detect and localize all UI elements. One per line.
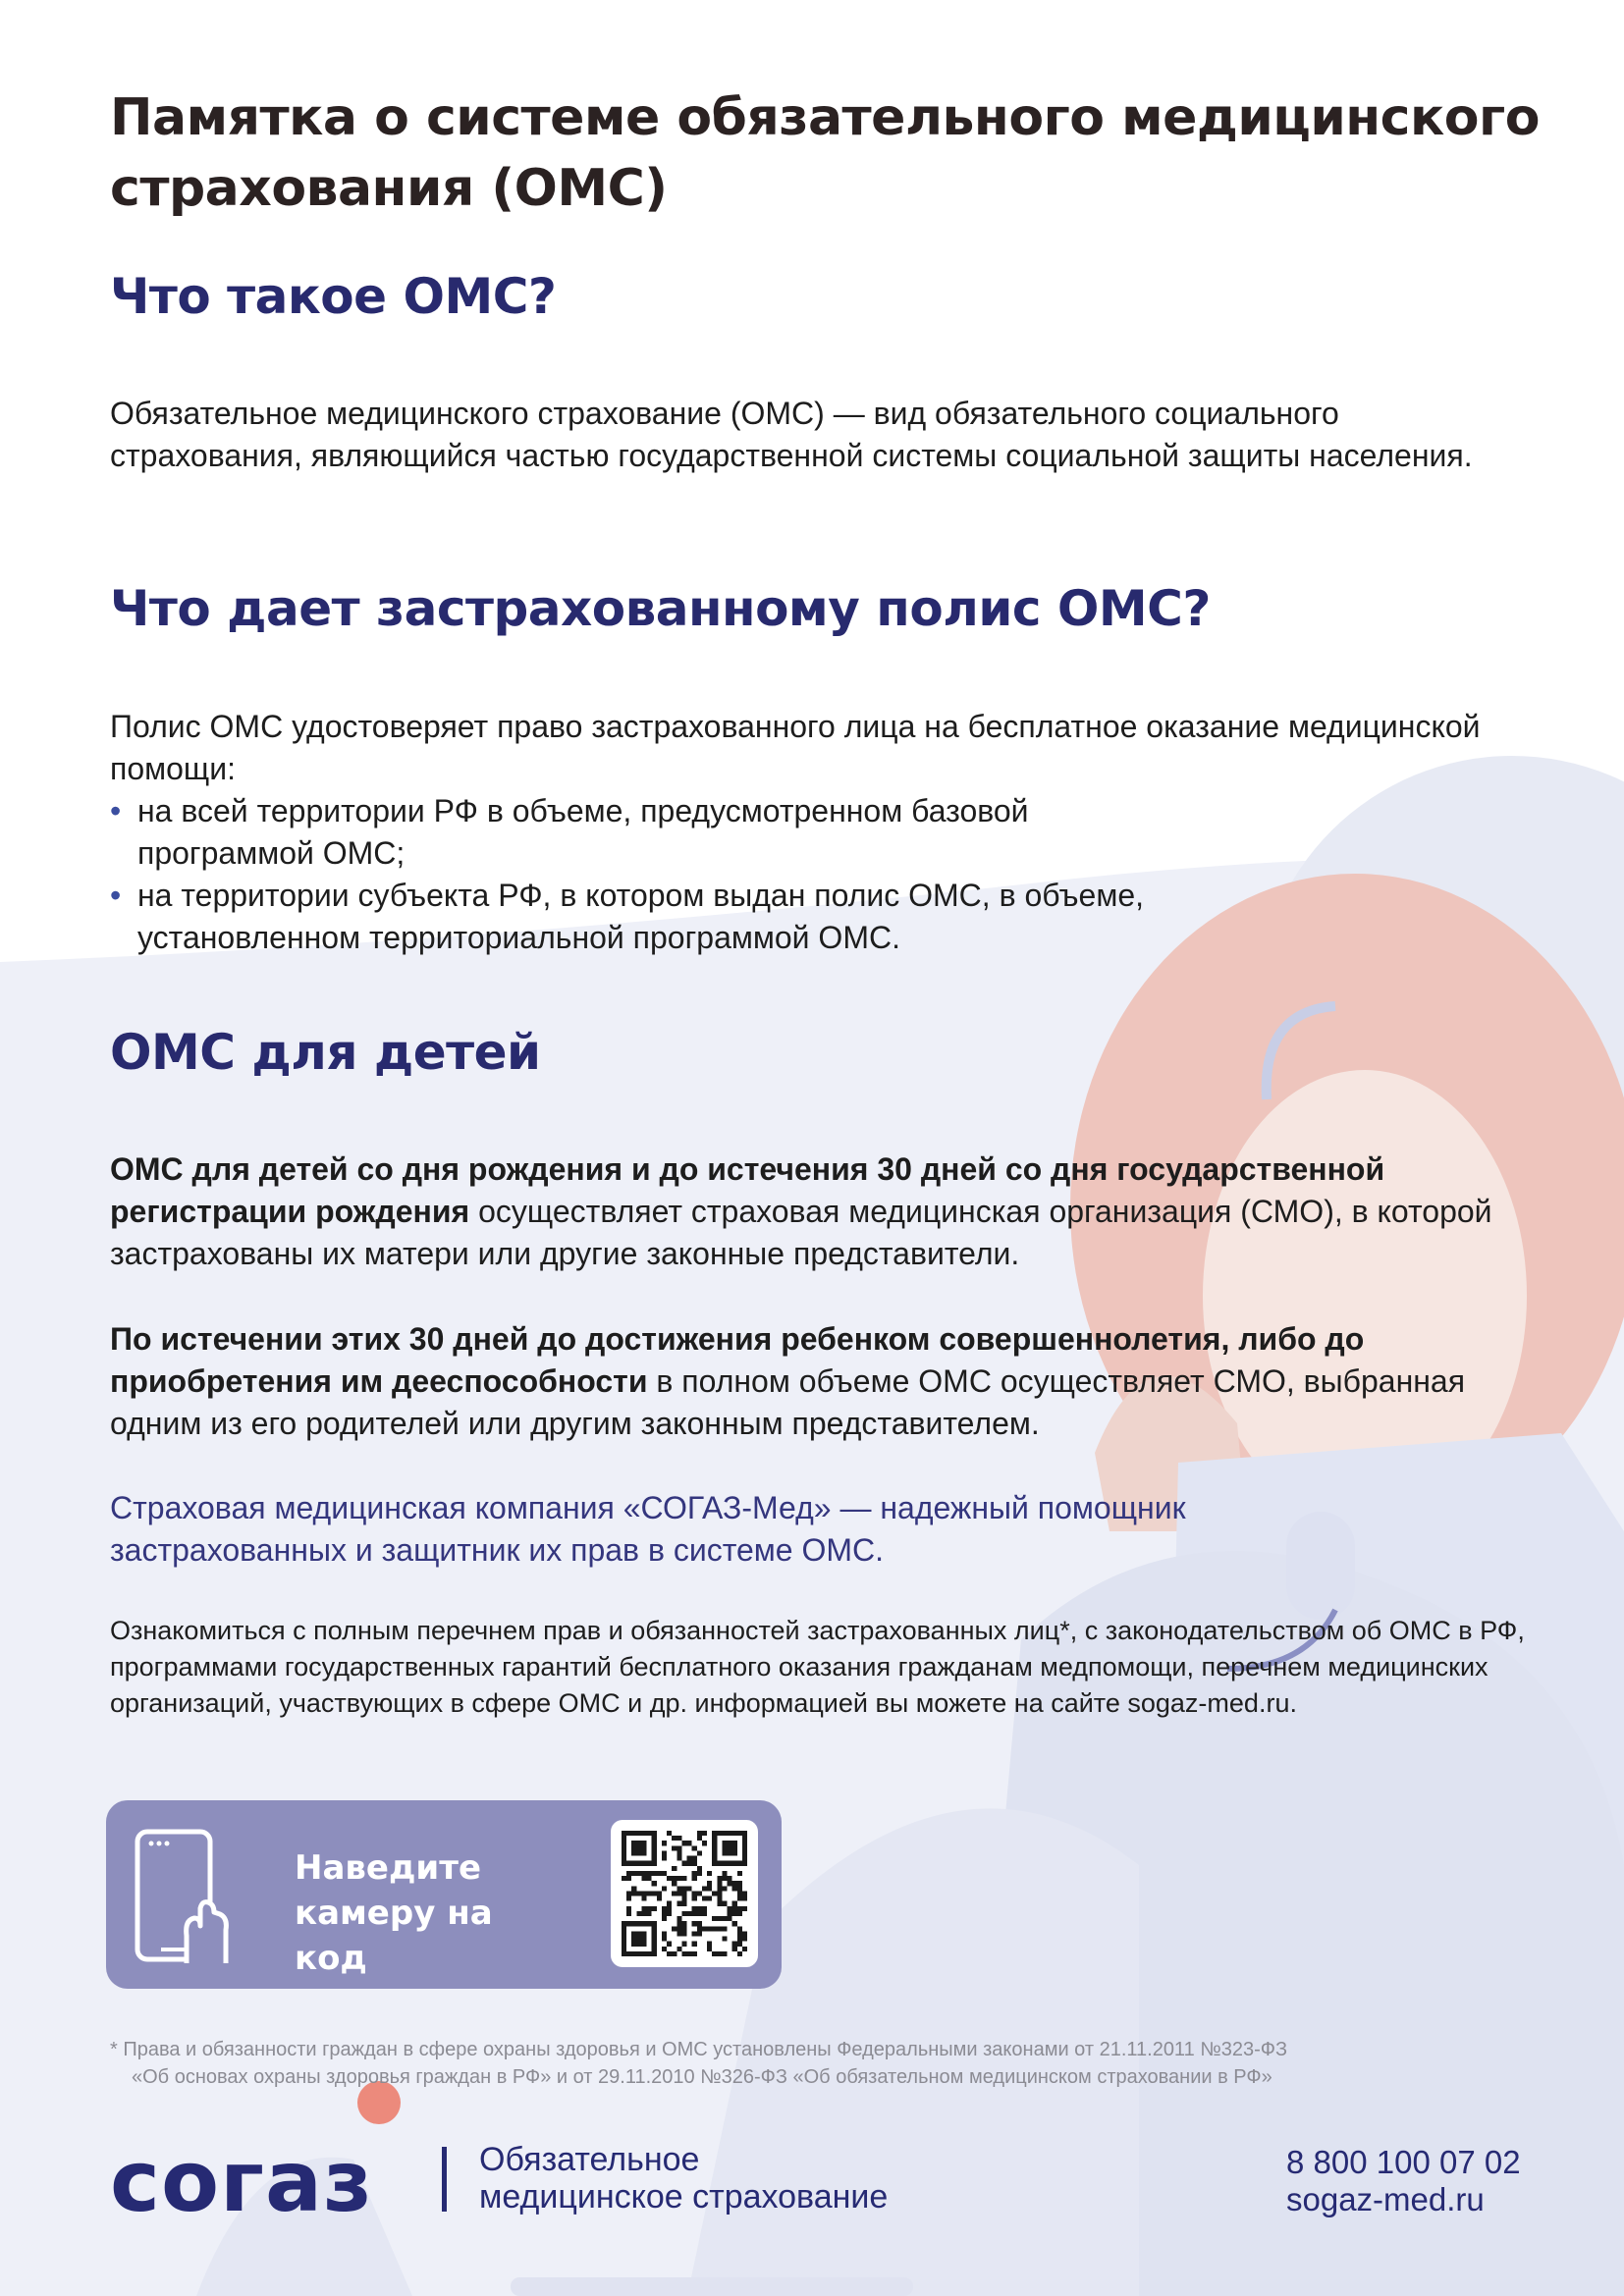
qr-block — [106, 1800, 782, 1989]
page-title: Памятка о системе обязательного медицинского страхования (ОМС) — [110, 88, 1540, 218]
qr-instruction-line2: камеру на код — [295, 1894, 493, 1978]
qr-instruction — [295, 1845, 520, 1981]
list-item-text: на территории субъекта РФ, в котором выдан полис ОМС, в объеме, установленном территориальной программой ОМС. — [137, 878, 1144, 955]
website-link[interactable]: sogaz-med.ru — [1286, 2181, 1485, 2217]
policy-benefits-block — [110, 706, 1534, 959]
section-text-what-is-oms: Обязательное медицинского страхование (ОМС) — вид обязательного социального страхования, являющийся частью государственной системы социальной защиты населения. — [110, 396, 1473, 473]
children-paragraph-1-bold: ОМС для детей со дня рождения и до истечения 30 дней со дня государственной регистрации рождения — [110, 1151, 1385, 1229]
bullet-marker: • — [110, 878, 122, 913]
brand-subtitle-line2: медицинское страхование — [479, 2178, 889, 2216]
company-statement: Страховая медицинская компания «СОГАЗ-Мед» — надежный помощник застрахованных и защитник их прав в системе ОМС. — [110, 1490, 1186, 1568]
sogaz-logo: согаз — [110, 2133, 373, 2231]
footnote-line-2: «Об основах охраны здоровья граждан в РФ» и от 29.11.2010 №326-ФЗ «Об обязательном медицинском страховании в РФ» — [132, 2066, 1272, 2088]
phone-number[interactable]: 8 800 100 07 02 — [1286, 2144, 1521, 2180]
logo-divider — [442, 2147, 447, 2212]
qr-code-pattern — [622, 1831, 747, 1956]
list-item — [110, 790, 1534, 875]
brand-subtitle-line1: Обязательное — [479, 2141, 700, 2178]
section-heading-policy-benefits: Что дает застрахованному полис ОМС? — [110, 580, 1211, 637]
children-paragraph-2 — [110, 1318, 1543, 1445]
phone-hand-icon — [132, 1828, 230, 1965]
info-paragraph: Ознакомиться с полным перечнем прав и обязанностей застрахованных лиц*, с законодательством об ОМС в РФ, программами государственных гарантий бесплатного оказания гражданам медпомощи, перечнем медицинских организаций, участвующих в сфере ОМС и др. информацией вы можете на сайте sogaz-med.ru. — [110, 1616, 1525, 1718]
children-paragraph-1 — [110, 1148, 1543, 1275]
children-paragraph-2-rest: в полном объеме ОМС осуществляет СМО, выбранная одним из его родителей или другим законным представителем. — [110, 1363, 1466, 1441]
footnote — [110, 2036, 1485, 2091]
section-heading-what-is-oms: Что такое ОМС? — [110, 268, 557, 325]
qr-instruction-line1: Наведите — [295, 1848, 482, 1888]
policy-benefits-intro: Полис ОМС удостоверяет право застрахованного лица на бесплатное оказание медицинской помощи: — [110, 709, 1481, 786]
list-item — [110, 875, 1534, 959]
brand-subtitle — [479, 2141, 888, 2216]
children-paragraph-2-bold: По истечении этих 30 дней до достижения ребенком совершеннолетия, либо до приобретения им дееспособности — [110, 1321, 1365, 1399]
qr-code[interactable] — [611, 1820, 758, 1967]
section-heading-oms-children: ОМС для детей — [110, 1024, 541, 1081]
contacts — [1286, 2144, 1522, 2218]
list-item-text: на всей территории РФ в объеме, предусмотренном базовой программой ОМС; — [137, 793, 1029, 871]
footnote-line-1: * Права и обязанности граждан в сфере охраны здоровья и ОМС установлены Федеральными законами от 21.11.2011 №323-ФЗ — [110, 2039, 1288, 2060]
children-paragraph-1-rest: осуществляет страховая медицинская организация (СМО), в которой застрахованы их матери или другие законные представители. — [110, 1194, 1492, 1271]
bullet-marker: • — [110, 793, 122, 828]
